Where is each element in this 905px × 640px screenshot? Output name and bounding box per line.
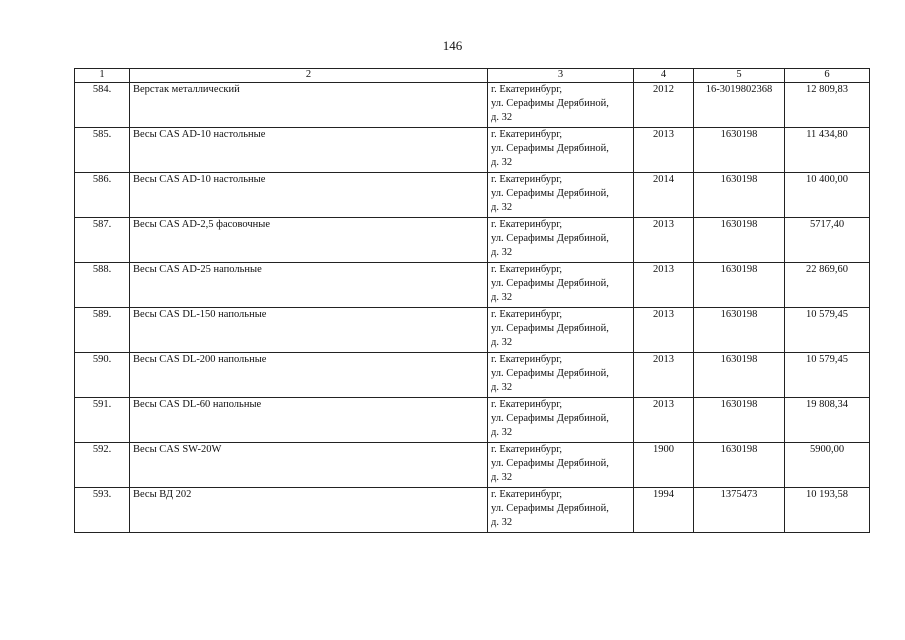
- address-line: ул. Серафимы Дерябиной,: [491, 233, 609, 244]
- item-address: [488, 488, 634, 533]
- header-row: [75, 69, 870, 83]
- row-number: 589.: [75, 308, 130, 353]
- address-line: г. Екатеринбург,: [491, 84, 563, 95]
- address-line: ул. Серафимы Дерябиной,: [491, 98, 609, 109]
- item-value: 10 579,45: [785, 308, 870, 353]
- row-number: 586.: [75, 173, 130, 218]
- row-number: 588.: [75, 263, 130, 308]
- item-address: [488, 353, 634, 398]
- item-address: [488, 83, 634, 128]
- address-line: г. Екатеринбург,: [491, 129, 563, 140]
- item-value: 10 400,00: [785, 173, 870, 218]
- address-line: д. 32: [491, 112, 513, 123]
- item-value: 11 434,80: [785, 128, 870, 173]
- row-number: 592.: [75, 443, 130, 488]
- item-year: 2013: [634, 398, 694, 443]
- table-row: [75, 443, 870, 488]
- item-value: 12 809,83: [785, 83, 870, 128]
- item-name: Весы CAS AD-10 настольные: [130, 128, 488, 173]
- item-code: 1630198: [694, 263, 785, 308]
- table-row: [75, 83, 870, 128]
- table-row: [75, 218, 870, 263]
- table-row: [75, 263, 870, 308]
- address-line: г. Екатеринбург,: [491, 174, 563, 185]
- table-row: [75, 488, 870, 533]
- address-line: д. 32: [491, 382, 513, 393]
- item-code: 1630198: [694, 443, 785, 488]
- item-year: 1994: [634, 488, 694, 533]
- column-header: 2: [130, 69, 488, 83]
- item-code: 1630198: [694, 173, 785, 218]
- item-address: [488, 398, 634, 443]
- row-number: 584.: [75, 83, 130, 128]
- item-address: [488, 263, 634, 308]
- item-code: 1375473: [694, 488, 785, 533]
- address-line: д. 32: [491, 292, 513, 303]
- table-row: [75, 308, 870, 353]
- item-year: 2013: [634, 353, 694, 398]
- item-year: 2013: [634, 308, 694, 353]
- address-line: д. 32: [491, 202, 513, 213]
- address-line: г. Екатеринбург,: [491, 264, 563, 275]
- item-code: 1630198: [694, 218, 785, 263]
- address-line: ул. Серафимы Дерябиной,: [491, 323, 609, 334]
- address-line: г. Екатеринбург,: [491, 309, 563, 320]
- row-number: 591.: [75, 398, 130, 443]
- row-number: 587.: [75, 218, 130, 263]
- table-row: [75, 128, 870, 173]
- row-number: 590.: [75, 353, 130, 398]
- item-year: 1900: [634, 443, 694, 488]
- item-value: 22 869,60: [785, 263, 870, 308]
- address-line: г. Екатеринбург,: [491, 444, 563, 455]
- item-name: Весы CAS SW-20W: [130, 443, 488, 488]
- column-header: 1: [75, 69, 130, 83]
- inventory-table: [74, 68, 870, 533]
- address-line: ул. Серафимы Дерябиной,: [491, 458, 609, 469]
- item-year: 2014: [634, 173, 694, 218]
- address-line: ул. Серафимы Дерябиной,: [491, 413, 609, 424]
- address-line: д. 32: [491, 472, 513, 483]
- page-number: 146: [442, 38, 463, 53]
- item-address: [488, 128, 634, 173]
- address-line: г. Екатеринбург,: [491, 489, 563, 500]
- table-row: [75, 173, 870, 218]
- item-value: 5900,00: [785, 443, 870, 488]
- table-row: [75, 398, 870, 443]
- column-header: 5: [694, 69, 785, 83]
- address-line: д. 32: [491, 427, 513, 438]
- item-address: [488, 308, 634, 353]
- address-line: г. Екатеринбург,: [491, 354, 563, 365]
- item-code: 1630198: [694, 398, 785, 443]
- item-year: 2013: [634, 128, 694, 173]
- item-value: 19 808,34: [785, 398, 870, 443]
- item-name: Весы CAS AD-10 настольные: [130, 173, 488, 218]
- item-name: Весы CAS DL-150 напольные: [130, 308, 488, 353]
- address-line: д. 32: [491, 157, 513, 168]
- item-address: [488, 173, 634, 218]
- item-year: 2012: [634, 83, 694, 128]
- item-address: [488, 218, 634, 263]
- item-value: 10 579,45: [785, 353, 870, 398]
- item-name: Весы CAS AD-25 напольные: [130, 263, 488, 308]
- address-line: ул. Серафимы Дерябиной,: [491, 278, 609, 289]
- item-name: Весы ВД 202: [130, 488, 488, 533]
- address-line: ул. Серафимы Дерябиной,: [491, 143, 609, 154]
- address-line: ул. Серафимы Дерябиной,: [491, 188, 609, 199]
- column-header: 3: [488, 69, 634, 83]
- address-line: ул. Серафимы Дерябиной,: [491, 503, 609, 514]
- address-line: д. 32: [491, 247, 513, 258]
- item-name: Весы CAS AD-2,5 фасовочные: [130, 218, 488, 263]
- item-code: 1630198: [694, 308, 785, 353]
- item-year: 2013: [634, 263, 694, 308]
- item-address: [488, 443, 634, 488]
- address-line: д. 32: [491, 517, 513, 528]
- row-number: 593.: [75, 488, 130, 533]
- table-row: [75, 353, 870, 398]
- item-code: 1630198: [694, 128, 785, 173]
- address-line: г. Екатеринбург,: [491, 399, 563, 410]
- item-value: 5717,40: [785, 218, 870, 263]
- item-code: 1630198: [694, 353, 785, 398]
- address-line: д. 32: [491, 337, 513, 348]
- address-line: г. Екатеринбург,: [491, 219, 563, 230]
- column-header: 4: [634, 69, 694, 83]
- item-value: 10 193,58: [785, 488, 870, 533]
- address-line: ул. Серафимы Дерябиной,: [491, 368, 609, 379]
- item-code: 16-3019802368: [694, 83, 785, 128]
- item-name: Весы CAS DL-200 напольные: [130, 353, 488, 398]
- column-header: 6: [785, 69, 870, 83]
- row-number: 585.: [75, 128, 130, 173]
- item-year: 2013: [634, 218, 694, 263]
- item-name: Верстак металлический: [130, 83, 488, 128]
- item-name: Весы CAS DL-60 напольные: [130, 398, 488, 443]
